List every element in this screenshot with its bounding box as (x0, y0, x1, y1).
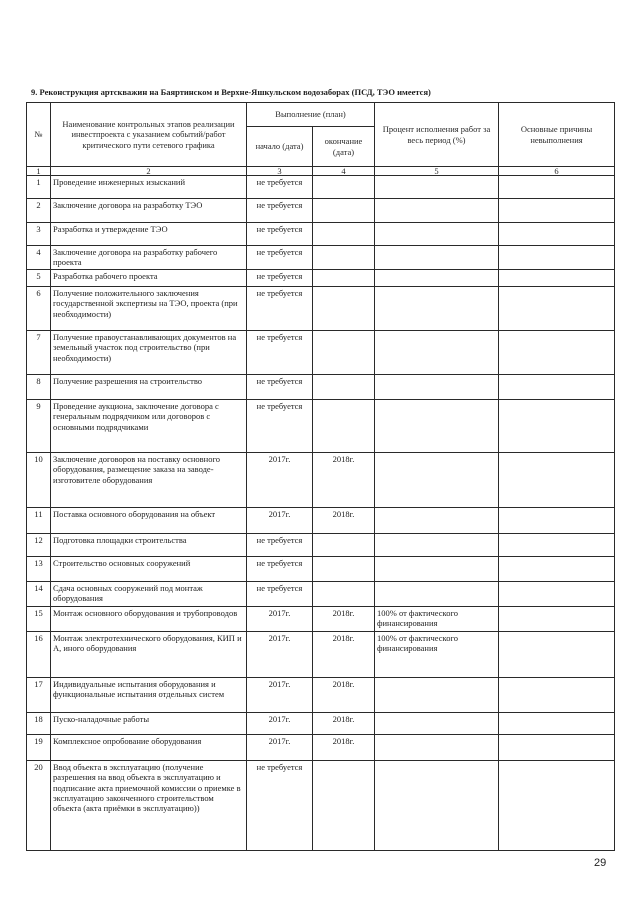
failure-reason (499, 246, 615, 270)
table-row (27, 400, 615, 453)
stage-name: Заключение договоров на поставку основного оборудования, размещение заказа на заводе-изготовителе оборудования (51, 453, 247, 508)
end-date (313, 246, 375, 270)
completion-percent (375, 223, 499, 246)
stage-name: Разработка рабочего проекта (51, 270, 247, 287)
start-date: 2017г. (247, 508, 313, 534)
failure-reason (499, 557, 615, 582)
row-number: 6 (27, 287, 51, 331)
completion-percent: 100% от фактического финансирования (375, 632, 499, 678)
failure-reason (499, 713, 615, 735)
table-row (27, 199, 615, 223)
start-date: не требуется (247, 375, 313, 400)
end-date: 2018г. (313, 508, 375, 534)
failure-reason (499, 735, 615, 761)
stage-name: Монтаж электротехнического оборудования, КИП и А, иного оборудования (51, 632, 247, 678)
table-body (27, 176, 615, 851)
row-number: 5 (27, 270, 51, 287)
end-date (313, 761, 375, 851)
table-row (27, 735, 615, 761)
table-row (27, 678, 615, 713)
row-number: 11 (27, 508, 51, 534)
failure-reason (499, 508, 615, 534)
end-date: 2018г. (313, 678, 375, 713)
table-row (27, 176, 615, 199)
completion-percent (375, 557, 499, 582)
column-number: 2 (51, 167, 247, 176)
header-percent: Процент исполнения работ за весь период (%) (375, 103, 499, 167)
header-start-date: начало (дата) (247, 127, 313, 167)
end-date (313, 375, 375, 400)
end-date (313, 331, 375, 375)
stage-name: Монтаж основного оборудования и трубопроводов (51, 607, 247, 632)
stage-name: Строительство основных сооружений (51, 557, 247, 582)
header-stage: Наименование контрольных этапов реализации инвестпроекта с указанием событий/работ критического пути сетевого графика (51, 103, 247, 167)
row-number: 14 (27, 582, 51, 607)
start-date: не требуется (247, 557, 313, 582)
table-row (27, 331, 615, 375)
end-date (313, 287, 375, 331)
start-date: 2017г. (247, 735, 313, 761)
end-date: 2018г. (313, 735, 375, 761)
table-row (27, 246, 615, 270)
table-row (27, 270, 615, 287)
row-number: 10 (27, 453, 51, 508)
table-row (27, 713, 615, 735)
start-date: не требуется (247, 199, 313, 223)
end-date (313, 400, 375, 453)
stage-name: Разработка и утверждение ТЭО (51, 223, 247, 246)
completion-percent (375, 199, 499, 223)
end-date (313, 223, 375, 246)
row-number: 17 (27, 678, 51, 713)
row-number: 1 (27, 176, 51, 199)
row-number: 2 (27, 199, 51, 223)
page-number: 29 (594, 857, 607, 869)
failure-reason (499, 761, 615, 851)
stage-name: Сдача основных сооружений под монтаж оборудования (51, 582, 247, 607)
end-date: 2018г. (313, 632, 375, 678)
failure-reason (499, 607, 615, 632)
failure-reason (499, 331, 615, 375)
header-execution-plan: Выполнение (план) (247, 103, 375, 127)
completion-percent (375, 331, 499, 375)
completion-percent (375, 678, 499, 713)
completion-percent (375, 453, 499, 508)
failure-reason (499, 287, 615, 331)
end-date (313, 176, 375, 199)
stage-name: Комплексное опробование оборудования (51, 735, 247, 761)
row-number: 9 (27, 400, 51, 453)
row-number: 4 (27, 246, 51, 270)
end-date (313, 534, 375, 557)
failure-reason (499, 582, 615, 607)
table-row (27, 761, 615, 851)
start-date: не требуется (247, 270, 313, 287)
completion-percent (375, 761, 499, 851)
failure-reason (499, 534, 615, 557)
start-date: не требуется (247, 331, 313, 375)
completion-percent (375, 176, 499, 199)
column-number: 6 (499, 167, 615, 176)
completion-percent (375, 246, 499, 270)
stage-name: Заключение договора на разработку рабочего проекта (51, 246, 247, 270)
row-number: 12 (27, 534, 51, 557)
table-row (27, 453, 615, 508)
end-date (313, 199, 375, 223)
table-row (27, 607, 615, 632)
completion-percent (375, 713, 499, 735)
completion-percent: 100% от фактического финансирования (375, 607, 499, 632)
table-row (27, 508, 615, 534)
failure-reason (499, 199, 615, 223)
column-number: 3 (247, 167, 313, 176)
completion-percent (375, 287, 499, 331)
row-number: 19 (27, 735, 51, 761)
end-date: 2018г. (313, 453, 375, 508)
start-date: не требуется (247, 246, 313, 270)
end-date (313, 270, 375, 287)
start-date: 2017г. (247, 453, 313, 508)
stage-name: Заключение договора на разработку ТЭО (51, 199, 247, 223)
table-row (27, 582, 615, 607)
row-number: 18 (27, 713, 51, 735)
failure-reason (499, 632, 615, 678)
row-number: 3 (27, 223, 51, 246)
completion-percent (375, 270, 499, 287)
end-date (313, 557, 375, 582)
start-date: 2017г. (247, 632, 313, 678)
start-date: не требуется (247, 223, 313, 246)
row-number: 15 (27, 607, 51, 632)
stage-name: Получение положительного заключения государственной экспертизы на ТЭО, проекта (при необходимости) (51, 287, 247, 331)
stage-name: Проведение инженерных изысканий (51, 176, 247, 199)
row-number: 16 (27, 632, 51, 678)
stage-name: Проведение аукциона, заключение договора с генеральным подрядчиком или договоров с основными подрядчиками (51, 400, 247, 453)
failure-reason (499, 223, 615, 246)
start-date: 2017г. (247, 713, 313, 735)
section-title: 9. Реконструкция артскважин на Баяртинском и Верхне-Яшкульском водозаборах (ПСД, ТЭО имеется) (31, 87, 431, 97)
start-date: не требуется (247, 534, 313, 557)
row-number: 8 (27, 375, 51, 400)
control-stages-table (26, 102, 615, 851)
failure-reason (499, 453, 615, 508)
start-date: не требуется (247, 287, 313, 331)
failure-reason (499, 678, 615, 713)
start-date: 2017г. (247, 607, 313, 632)
start-date: не требуется (247, 761, 313, 851)
stage-name: Получение разрешения на строительство (51, 375, 247, 400)
header-num: № (27, 103, 51, 167)
end-date: 2018г. (313, 607, 375, 632)
stage-name: Поставка основного оборудования на объект (51, 508, 247, 534)
completion-percent (375, 400, 499, 453)
column-number: 4 (313, 167, 375, 176)
header-reasons: Основные причины невыполнения (499, 103, 615, 167)
header-end-date: окончание (дата) (313, 127, 375, 167)
row-number: 13 (27, 557, 51, 582)
table-row (27, 375, 615, 400)
failure-reason (499, 270, 615, 287)
column-number: 5 (375, 167, 499, 176)
column-number: 1 (27, 167, 51, 176)
stage-name: Подготовка площадки строительства (51, 534, 247, 557)
start-date: не требуется (247, 582, 313, 607)
table-row (27, 534, 615, 557)
failure-reason (499, 375, 615, 400)
table-row (27, 223, 615, 246)
table-row (27, 287, 615, 331)
failure-reason (499, 400, 615, 453)
stage-name: Ввод объекта в эксплуатацию (получение разрешения на ввод объекта в эксплуатацию и подписание акта приемочной комиссии о приемке в эксплуатацию законченного строительством объекта (акта приёмки в эксплуатацию)) (51, 761, 247, 851)
start-date: 2017г. (247, 678, 313, 713)
completion-percent (375, 375, 499, 400)
start-date: не требуется (247, 176, 313, 199)
completion-percent (375, 735, 499, 761)
end-date (313, 582, 375, 607)
table-row (27, 632, 615, 678)
row-number: 20 (27, 761, 51, 851)
start-date: не требуется (247, 400, 313, 453)
end-date: 2018г. (313, 713, 375, 735)
row-number: 7 (27, 331, 51, 375)
completion-percent (375, 534, 499, 557)
stage-name: Пуско-наладочные работы (51, 713, 247, 735)
completion-percent (375, 582, 499, 607)
completion-percent (375, 508, 499, 534)
table-row (27, 557, 615, 582)
stage-name: Индивидуальные испытания оборудования и функциональные испытания отдельных систем (51, 678, 247, 713)
failure-reason (499, 176, 615, 199)
stage-name: Получение правоустанавливающих документов на земельный участок под строительство (при необходимости) (51, 331, 247, 375)
